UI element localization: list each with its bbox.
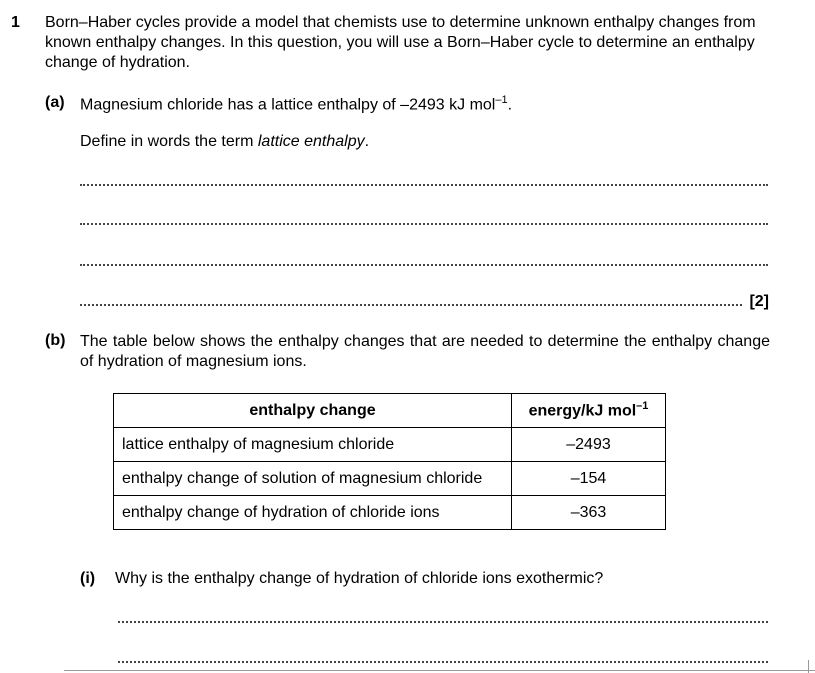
answer-line-a-4[interactable]: [80, 304, 742, 306]
header-enthalpy-change: enthalpy change: [114, 394, 512, 428]
part-b-i-label: (i): [80, 570, 96, 587]
answer-line-a-2[interactable]: [80, 223, 768, 225]
part-b-i-question: Why is the enthalpy change of hydration of chloride ions exothermic?: [115, 570, 604, 587]
table-row: [114, 496, 666, 530]
part-a-define-prompt: Define in words the term lattice enthalpy.: [80, 133, 370, 150]
question-number: 1: [11, 14, 20, 31]
row-energy: –2493: [512, 428, 666, 462]
part-b-text: The table below shows the enthalpy changes that are needed to determine the enthalpy change of hydration of magnesium ions.: [80, 333, 770, 370]
lattice-enthalpy-term: lattice enthalpy: [257, 133, 365, 150]
answer-line-b-i-1[interactable]: [118, 621, 768, 623]
page-edge-corner: [808, 660, 809, 673]
page-edge-divider: [64, 670, 815, 671]
table-row: [114, 462, 666, 496]
answer-line-b-i-2[interactable]: [118, 661, 768, 663]
enthalpy-table: [113, 393, 666, 530]
part-b-label: (b): [45, 332, 66, 349]
question-intro: Born–Haber cycles provide a model that chemists use to determine unknown enthalpy changes from known enthalpy changes. In this question, you will use a Born–Haber cycle to determine an enthalpy change of hydration.: [45, 14, 756, 71]
table-header-row: [114, 394, 666, 428]
row-change: lattice enthalpy of magnesium chloride: [114, 428, 512, 462]
header-energy: energy/kJ mol$^{-1}$: [512, 394, 666, 428]
row-energy: –363: [512, 496, 666, 530]
answer-line-a-3[interactable]: [80, 264, 768, 266]
row-change: enthalpy change of solution of magnesium chloride: [114, 462, 512, 496]
answer-line-a-1[interactable]: [80, 184, 768, 186]
part-a-marks: [2]: [749, 293, 769, 310]
table-row: [114, 428, 666, 462]
part-a-statement: Magnesium chloride has a lattice enthalpy of –2493 kJ mol$^{-1}$.: [80, 94, 513, 114]
row-change: enthalpy change of hydration of chloride ions: [114, 496, 512, 530]
part-a-label: (a): [45, 94, 65, 111]
row-energy: –154: [512, 462, 666, 496]
